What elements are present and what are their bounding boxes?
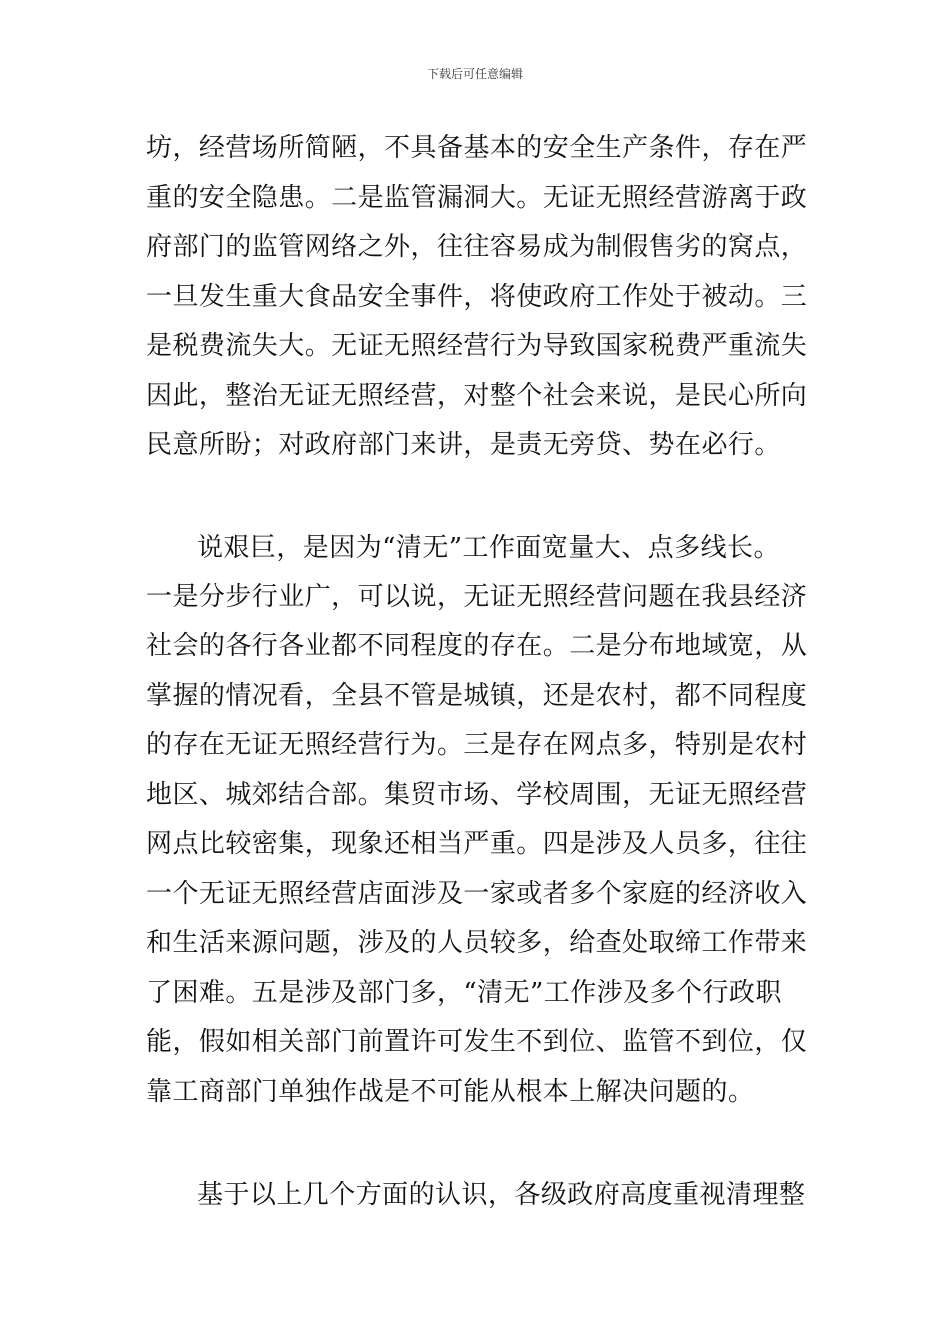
text-line: 民意所盼；对政府部门来讲，是责无旁贷、势在必行。: [146, 430, 781, 460]
text-line: 了困难。五是涉及部门多，“清无”工作涉及多个行政职: [146, 978, 782, 1008]
text-line: 一旦发生重大食品安全事件，将使政府工作处于被动。三: [146, 282, 808, 312]
text-line: 府部门的监管网络之外，往往容易成为制假售劣的窝点，: [146, 232, 808, 262]
text-line: 和生活来源问题，涉及的人员较多，给查处取缔工作带来: [146, 928, 808, 958]
text-line: 靠工商部门单独作战是不可能从根本上解决问题的。: [146, 1077, 755, 1107]
text-line: 网点比较密集，现象还相当严重。四是涉及人员多，往往: [146, 829, 808, 859]
text-line: 的存在无证无照经营行为。三是存在网点多，特别是农村: [146, 730, 808, 760]
text-line: 基于以上几个方面的认识，各级政府高度重视清理整: [197, 1180, 806, 1210]
text-line: 因此，整治无证无照经营，对整个社会来说，是民心所向: [146, 381, 808, 411]
text-line: 说艰巨，是因为“清无”工作面宽量大、点多线长。: [197, 533, 780, 563]
text-line: 一个无证无照经营店面涉及一家或者多个家庭的经济收入: [146, 879, 808, 909]
text-line: 是税费流失大。无证无照经营行为导致国家税费严重流失: [146, 331, 808, 361]
page-header: 下载后可任意编辑: [426, 67, 523, 81]
text-line: 地区、城郊结合部。集贸市场、学校周围，无证无照经营: [146, 780, 808, 810]
text-line: 坊，经营场所简陋，不具备基本的安全生产条件，存在严: [146, 133, 808, 163]
text-line: 能，假如相关部门前置许可发生不到位、监管不到位，仅: [146, 1027, 808, 1057]
text-line: 一是分步行业广，可以说，无证无照经营问题在我县经济: [146, 582, 808, 612]
text-line: 社会的各行各业都不同程度的存在。二是分布地域宽，从: [146, 631, 808, 661]
text-line: 掌握的情况看，全县不管是城镇，还是农村，都不同程度: [146, 681, 808, 711]
text-line: 重的安全隐患。二是监管漏洞大。无证无照经营游离于政: [146, 183, 808, 213]
